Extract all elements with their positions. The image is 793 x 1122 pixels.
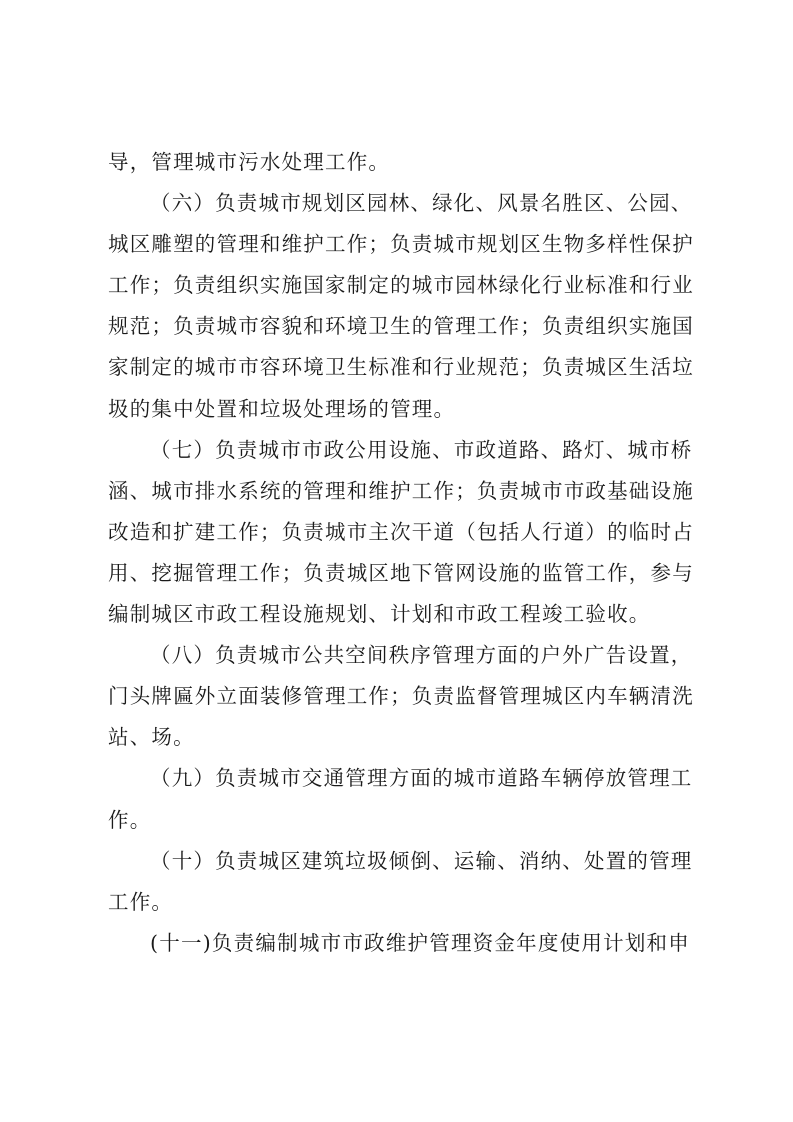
text-line: （八）负责城市公共空间秩序管理方面的户外广告设置， [150, 643, 693, 668]
paragraph [108, 183, 694, 430]
text-line: 编制城区市政工程设施规划、计划和市政工程竣工验收。 [108, 602, 651, 627]
paragraph [108, 841, 693, 923]
paragraph [108, 635, 694, 758]
text-line: 圾的集中处置和垃圾处理场的管理。 [108, 396, 456, 421]
text-line: 涵、城市排水系统的管理和维护工作；负责城市市政基础设施 [108, 478, 694, 503]
text-line: 改造和扩建工作；负责城市主次干道（包括人行道）的临时占 [108, 519, 694, 544]
text-line: 城区雕塑的管理和维护工作；负责城市规划区生物多样性保护 [108, 232, 694, 257]
paragraph [108, 142, 690, 183]
text-line: 家制定的城市市容环境卫生标准和行业规范；负责城区生活垃 [108, 355, 694, 380]
text-line: 作。 [108, 807, 152, 832]
text-line: （六）负责城市规划区园林、绿化、风景名胜区、公园、 [150, 191, 693, 216]
paragraph [108, 430, 694, 635]
text-line: （七）负责城市市政公用设施、市政道路、路灯、城市桥 [150, 437, 693, 462]
paragraph [108, 923, 690, 964]
text-line: 导，管理城市污水处理工作。 [108, 150, 391, 174]
document-body [108, 142, 694, 964]
text-line: 站、场。 [108, 725, 195, 750]
paragraph [108, 758, 693, 840]
text-line: 用、挖掘管理工作；负责城区地下管网设施的监管工作，参与 [108, 560, 694, 585]
text-line: （九）负责城市交通管理方面的城市道路车辆停放管理工 [150, 766, 693, 791]
text-line: 工作。 [108, 889, 174, 914]
text-line: 规范；负责城市容貌和环境卫生的管理工作；负责组织实施国 [108, 314, 694, 339]
text-line: 工作；负责组织实施国家制定的城市园林绿化行业标准和行业 [108, 273, 694, 298]
text-line: 门头牌匾外立面装修管理工作；负责监督管理城区内车辆清洗 [108, 684, 694, 709]
text-line: （十）负责城区建筑垃圾倾倒、运输、消纳、处置的管理 [150, 848, 693, 873]
text-line: (十一)负责编制城市市政维护管理资金年度使用计划和申 [150, 930, 690, 955]
